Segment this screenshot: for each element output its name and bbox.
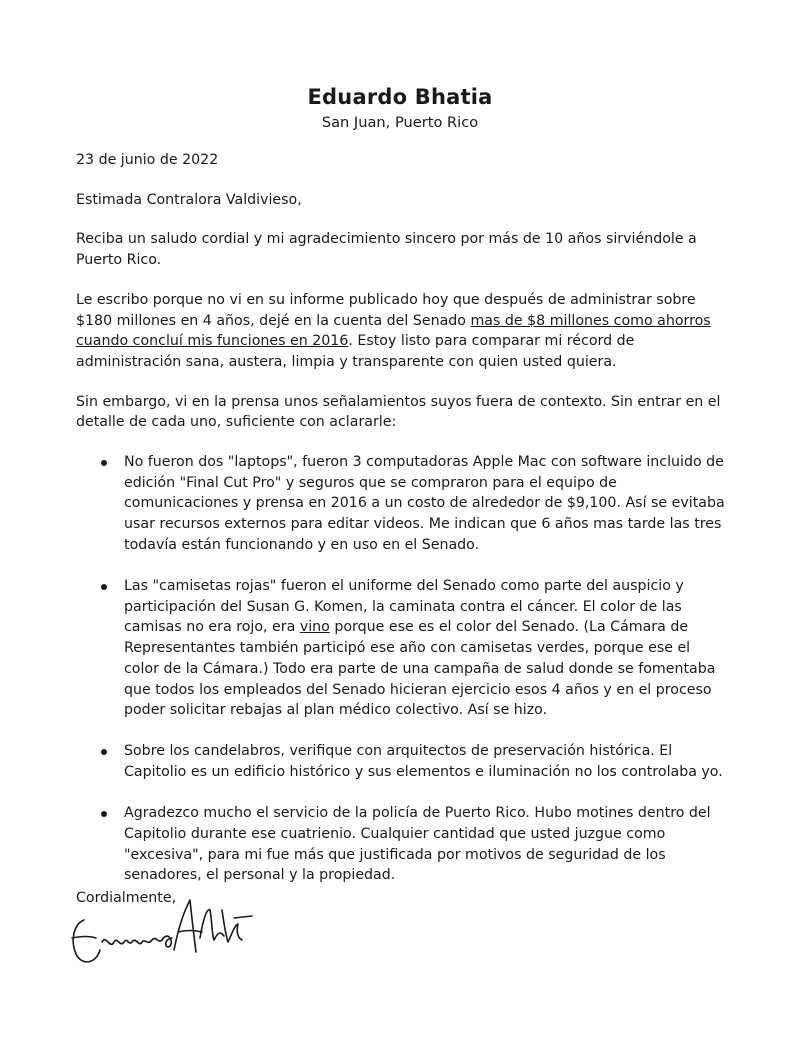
paragraph-context: Sin embargo, vi en la prensa unos señalamientos suyos fuera de contexto. Sin entrar en el detalle de cada uno, suficiente con aclararle: <box>76 393 721 431</box>
clarifications-list <box>76 452 726 886</box>
savings-underlined-text: mas de $8 millones como ahorros cuando concluí mis funciones en 2016 <box>76 312 711 350</box>
closing: Cordialmente, <box>76 890 177 906</box>
camisetas-text-after: porque ese es el color del Senado. (La Cámara de Representantes también participó ese año con camisetas verdes, porque ese el color de la Cámara.) Todo era parte de una campaña de salud donde se fomentaba que todos los empleados del Senado hicieran ejercicio esos 4 años y en el proceso poder solicitar rebajas al plan médico colectivo. Así se hizo. <box>124 619 716 719</box>
paragraph-savings <box>76 290 726 373</box>
salutation: Estimada Contralora Valdivieso, <box>76 191 302 208</box>
sender-name: Eduardo Bhatia <box>307 85 493 109</box>
policia-text: Agradezco mucho el servicio de la policía de Puerto Rico. Hubo motines dentro del Capitolio durante ese cuatrienio. Cualquier cantidad que usted juzgue como "excesiva", para mi fue más que justificada por motivos de seguridad de los senadores, el personal y la propiedad. <box>124 805 711 884</box>
list-item-candelabros <box>76 741 726 782</box>
candelabros-text: Sobre los candelabros, verifique con arquitectos de preservación histórica. El Capitolio es un edificio histórico y sus elementos e iluminación no los controlaba yo. <box>124 743 723 781</box>
list-item-camisetas <box>76 576 726 721</box>
laptops-text: No fueron dos "laptops", fueron 3 computadoras Apple Mac con software incluido de edición "Final Cut Pro" y seguros que se compraron para el equipo de comunicaciones y prensa en 2016 a un costo de alrededor de $9,100. Así se evitaba usar recursos externos para editar videos. Me indican que 6 años mas tarde las tres todavía están funcionando y en uso en el Senado. <box>124 454 725 553</box>
savings-text-after: . Estoy listo para comparar mi récord de administración sana, austera, limpia y transparente con quien usted quiera. <box>76 333 635 370</box>
list-item-policia <box>76 803 726 886</box>
letter-date: 23 de junio de 2022 <box>76 152 219 168</box>
bullet-icon <box>101 749 107 755</box>
list-item-laptops <box>76 452 726 556</box>
savings-text-before: Le escribo porque no vi en su informe publicado hoy que después de administrar sobre $180 millones en 4 años, dejé en la cuenta del Senado <box>76 291 696 329</box>
bullet-icon <box>101 811 107 817</box>
camisetas-underlined-text: vino <box>299 619 330 636</box>
signature-image <box>62 880 262 980</box>
letterhead <box>0 84 800 133</box>
paragraph-gratitude: Reciba un saludo cordial y mi agradecimiento sincero por más de 10 años sirviéndole a Puerto Rico. <box>76 231 697 269</box>
bullet-icon <box>101 460 107 466</box>
sender-location: San Juan, Puerto Rico <box>321 114 479 131</box>
letter-body <box>76 150 726 907</box>
camisetas-text-before: Las "camisetas rojas" fueron el uniforme del Senado como parte del auspicio y participación del Susan G. Komen, la caminata contra el cáncer. El color de las camisas no era rojo, era <box>124 578 684 636</box>
bullet-icon <box>101 584 107 590</box>
